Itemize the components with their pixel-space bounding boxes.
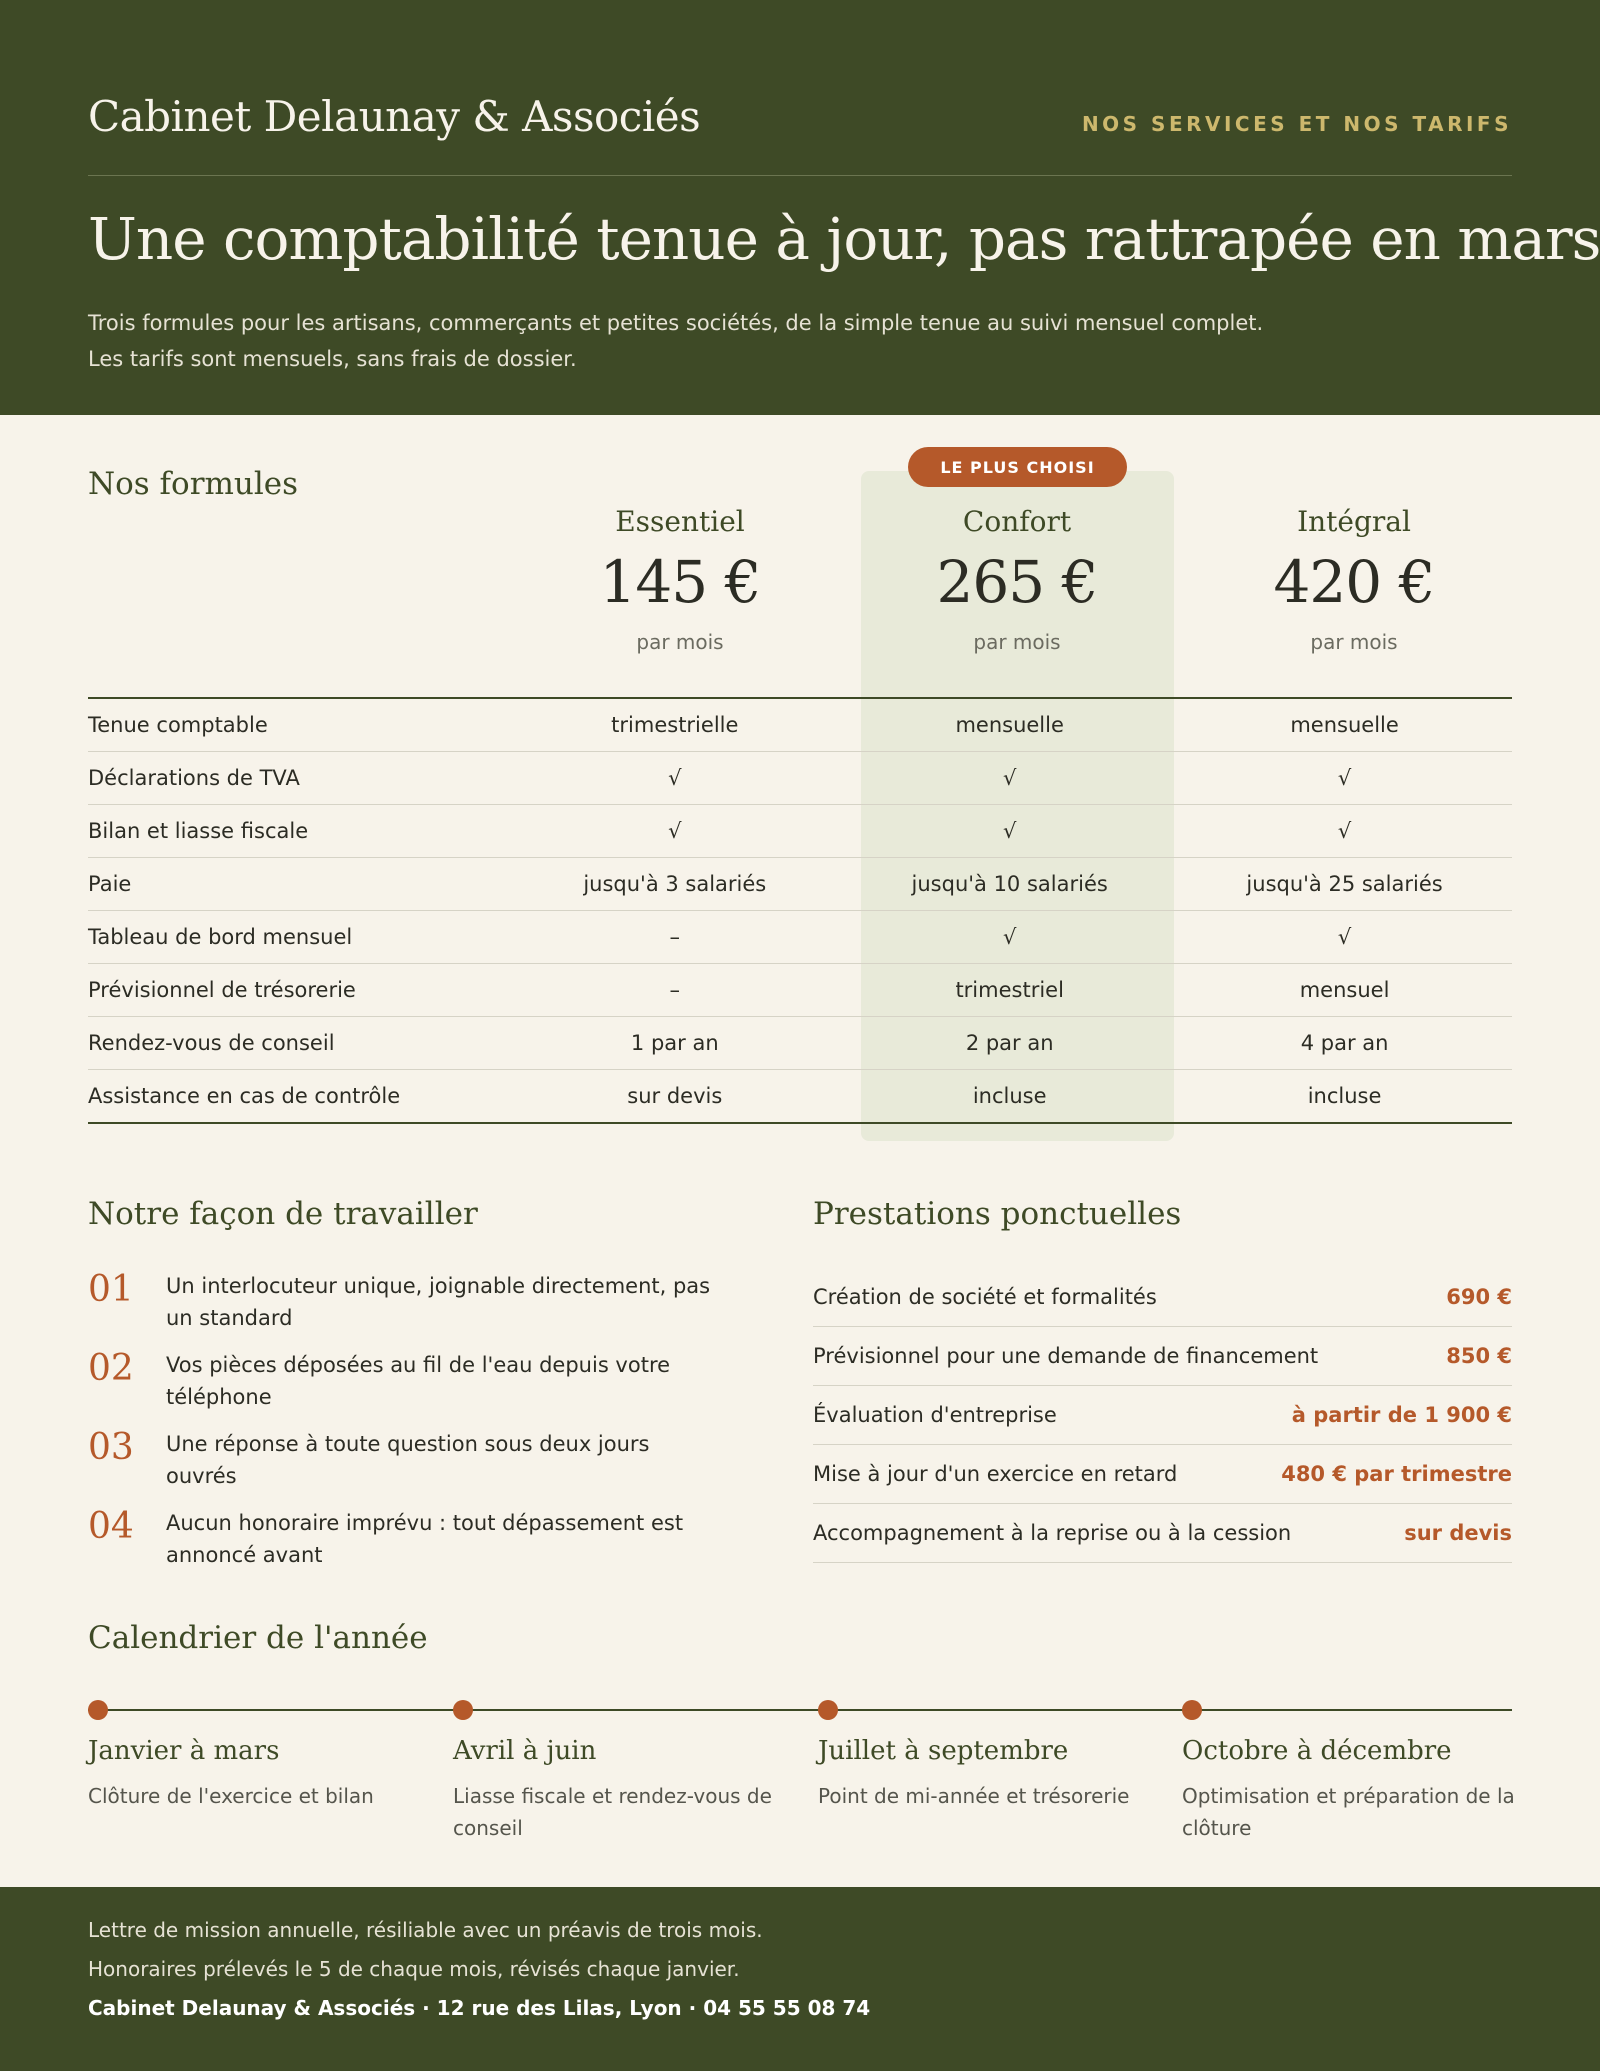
footer-line-1: Lettre de mission annuelle, résiliable avec un préavis de trois mois.	[88, 1918, 763, 1942]
step-number: 01	[88, 1269, 134, 1310]
row-label: Prévisionnel de trésorerie	[88, 978, 356, 1002]
step-number: 04	[88, 1506, 134, 1547]
intro-line-1: Trois formules pour les artisans, commerçants et petites sociétés, de la simple tenue au suivi mensuel complet.	[88, 311, 1264, 335]
services-section-title: Prestations ponctuelles	[813, 1196, 1182, 1232]
list-item	[813, 1386, 1512, 1445]
cell-essentiel: trimestrielle	[611, 713, 739, 737]
service-price: 850 €	[1446, 1344, 1512, 1368]
plan-name: Essentiel	[615, 505, 745, 538]
cell-integral: incluse	[1307, 1084, 1382, 1108]
service-price: à partir de 1 900 €	[1291, 1403, 1512, 1427]
row-label: Paie	[88, 872, 132, 896]
cell-integral: jusqu'à 25 salariés	[1246, 872, 1443, 896]
list-item	[813, 1268, 1512, 1327]
plan-price: 420 €	[1273, 548, 1435, 616]
timeline-item	[88, 1700, 428, 1812]
timeline-period: Octobre à décembre	[1182, 1736, 1452, 1766]
header-divider	[88, 175, 1512, 176]
list-item	[813, 1504, 1512, 1563]
most-chosen-badge: LE PLUS CHOISI	[908, 447, 1127, 487]
footer-line-2: Honoraires prélevés le 5 de chaque mois, révisés chaque janvier.	[88, 1957, 740, 1981]
table-row	[88, 858, 1512, 911]
plan-period: par mois	[973, 630, 1061, 654]
timeline-dot-icon	[88, 1700, 108, 1720]
row-label: Tenue comptable	[88, 713, 268, 737]
cell-confort: mensuelle	[955, 713, 1064, 737]
plan-price: 145 €	[599, 548, 761, 616]
check-icon: √	[1337, 925, 1352, 949]
cell-confort: trimestriel	[955, 978, 1064, 1002]
cell-essentiel: 1 par an	[630, 1031, 719, 1055]
footer-contact: Cabinet Delaunay & Associés · 12 rue des Lilas, Lyon · 04 55 55 08 74	[88, 1996, 871, 2020]
header-tagline: NOS SERVICES ET NOS TARIFS	[1081, 112, 1512, 136]
cell-integral: mensuel	[1299, 978, 1390, 1002]
list-item	[813, 1327, 1512, 1386]
list-item	[88, 1270, 728, 1334]
page-headline: Une comptabilité tenue à jour, pas rattrapée en mars	[88, 205, 1600, 273]
timeline-description: Liasse fiscale et rendez-vous de conseil	[453, 1784, 772, 1840]
service-price: 480 € par trimestre	[1281, 1462, 1512, 1486]
timeline-item	[818, 1700, 1158, 1812]
row-label: Assistance en cas de contrôle	[88, 1084, 401, 1108]
cell-confort: incluse	[972, 1084, 1047, 1108]
table-row	[88, 911, 1512, 964]
page-footer	[0, 1887, 1600, 2071]
cell-integral: 4 par an	[1300, 1031, 1389, 1055]
plan-name: Intégral	[1297, 505, 1411, 538]
cell-essentiel: sur devis	[627, 1084, 723, 1108]
row-label: Rendez-vous de conseil	[88, 1031, 335, 1055]
timeline-period: Janvier à mars	[88, 1736, 280, 1766]
plan-integral	[1189, 505, 1519, 654]
services-list	[813, 1268, 1512, 1563]
service-price: 690 €	[1446, 1285, 1512, 1309]
check-icon: √	[1002, 819, 1017, 843]
method-section-title: Notre façon de travailler	[88, 1196, 478, 1232]
plan-price: 265 €	[936, 548, 1098, 616]
service-label: Accompagnement à la reprise ou à la cession	[813, 1521, 1292, 1545]
timeline-period: Avril à juin	[453, 1736, 597, 1766]
plan-name: Confort	[962, 505, 1072, 538]
step-text: Vos pièces déposées au fil de l'eau depuis votre téléphone	[166, 1353, 671, 1409]
service-label: Mise à jour d'un exercice en retard	[813, 1462, 1178, 1486]
timeline-description: Clôture de l'exercice et bilan	[88, 1784, 374, 1808]
table-row	[88, 1017, 1512, 1070]
check-icon: √	[668, 766, 682, 790]
cell-essentiel: jusqu'à 3 salariés	[583, 872, 767, 896]
list-item	[88, 1349, 728, 1413]
brand-name: Cabinet Delaunay & Associés	[88, 92, 701, 141]
timeline-description: Point de mi-année et trésorerie	[818, 1784, 1130, 1808]
step-text: Une réponse à toute question sous deux jours ouvrés	[166, 1432, 650, 1488]
service-label: Évaluation d'entreprise	[813, 1403, 1057, 1427]
timeline-period: Juillet à septembre	[818, 1736, 1069, 1766]
timeline-item	[453, 1700, 793, 1844]
cell-integral: mensuelle	[1290, 713, 1399, 737]
step-number: 03	[88, 1427, 134, 1468]
check-icon: √	[1337, 819, 1352, 843]
timeline-dot-icon	[453, 1700, 473, 1720]
dash-icon: –	[669, 925, 681, 949]
table-row	[88, 964, 1512, 1017]
dash-icon: –	[669, 978, 681, 1002]
cell-confort: 2 par an	[965, 1031, 1054, 1055]
service-price: sur devis	[1404, 1521, 1512, 1545]
list-item	[813, 1445, 1512, 1504]
row-label: Déclarations de TVA	[88, 766, 300, 790]
table-row	[88, 805, 1512, 858]
row-label: Tableau de bord mensuel	[88, 925, 353, 949]
plan-period: par mois	[1310, 630, 1398, 654]
check-icon: √	[1002, 925, 1017, 949]
list-item	[88, 1428, 728, 1492]
table-row	[88, 752, 1512, 805]
service-label: Prévisionnel pour une demande de financement	[813, 1344, 1319, 1368]
intro-text	[88, 305, 1388, 377]
footer-text	[88, 1911, 870, 2028]
check-icon: √	[1337, 766, 1352, 790]
plan-confort	[852, 505, 1182, 654]
service-label: Création de société et formalités	[813, 1285, 1157, 1309]
timeline-dot-icon	[818, 1700, 838, 1720]
table-row	[88, 699, 1512, 752]
check-icon: √	[668, 819, 682, 843]
row-label: Bilan et liasse fiscale	[88, 819, 309, 843]
timeline-dot-icon	[1182, 1700, 1202, 1720]
step-number: 02	[88, 1348, 134, 1389]
timeline-description: Optimisation et préparation de la clôture	[1182, 1784, 1515, 1840]
step-text: Aucun honoraire imprévu : tout dépassement est annoncé avant	[166, 1511, 684, 1567]
calendar-section-title: Calendrier de l'année	[88, 1620, 428, 1656]
plans-section-title: Nos formules	[88, 466, 299, 502]
timeline-item	[1182, 1700, 1522, 1844]
step-text: Un interlocuteur unique, joignable directement, pas un standard	[166, 1274, 711, 1330]
intro-line-2: Les tarifs sont mensuels, sans frais de dossier.	[88, 347, 577, 371]
table-row	[88, 1070, 1512, 1122]
plan-period: par mois	[636, 630, 724, 654]
cell-confort: jusqu'à 10 salariés	[911, 872, 1108, 896]
plans-comparison-table	[88, 697, 1512, 1124]
plan-essentiel	[515, 505, 845, 654]
check-icon: √	[1002, 766, 1017, 790]
list-item	[88, 1507, 728, 1571]
page-header	[0, 0, 1600, 415]
